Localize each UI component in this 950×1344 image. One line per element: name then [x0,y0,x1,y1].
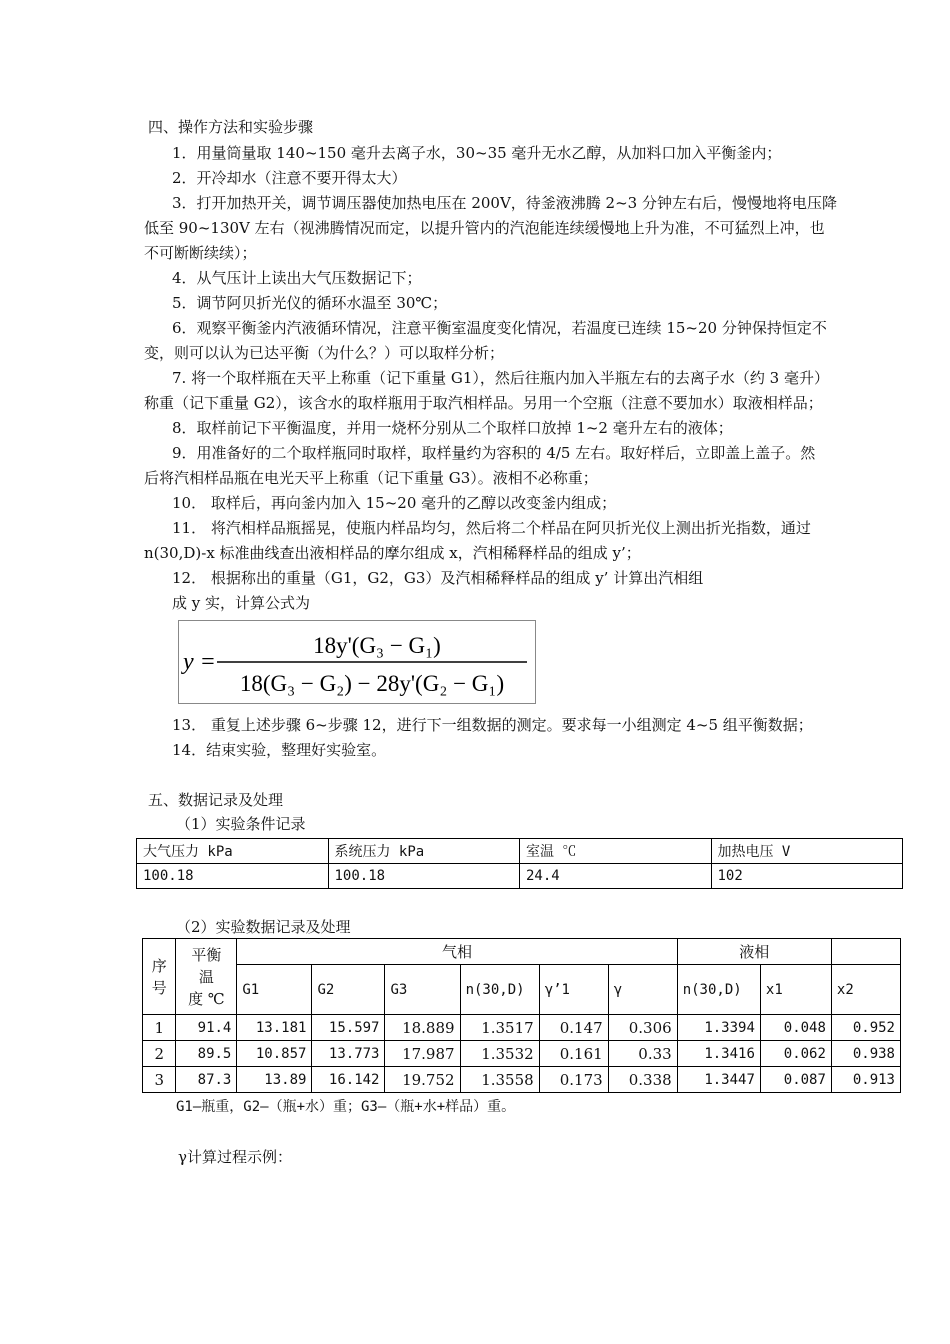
cell-x2: 0.913 [831,1067,900,1093]
cell-g2: 13.773 [312,1041,385,1067]
cond-header-cell: 大气压力 kPa [137,839,329,864]
cell-gamma: 0.33 [608,1041,677,1067]
step-11-cont: n(30,D)-x 标准曲线查出液相样品的摩尔组成 x，汽相稀释样品的组成 y’； [144,544,641,562]
step-9: 9．用准备好的二个取样瓶同时取样，取样量约为容积的 4/5 左右。取好样后，立即盖上盖子。然 [172,444,816,462]
header-empty [831,939,900,965]
step-7-cont: 称重（记下重量 G2），该含水的取样瓶用于取汽相样品。另用一个空瓶（注意不要加水）取液相样品； [144,394,823,412]
col-header: x2 [831,965,900,1015]
col-header: n(30,D) [460,965,539,1015]
step-9-cont: 后将汽相样品瓶在电光天平上称重（记下重量 G3）。液相不必称重； [144,469,598,487]
table-note: G1—瓶重，G2—（瓶+水）重；G3—（瓶+水+样品）重。 [176,1099,516,1115]
cond-value-cell: 100.18 [328,864,520,889]
cell-n-gas: 1.3517 [460,1015,539,1041]
header-seq [143,939,176,1015]
cell-seq: 2 [143,1041,176,1067]
col-header: G2 [312,965,385,1015]
header-liquid: 液相 [677,939,831,965]
formula-lhs: y = [183,649,216,675]
col-header: γ [608,965,677,1015]
cell-n-liquid: 1.3416 [677,1041,760,1067]
table-row [143,1067,901,1093]
formula-denominator: 18(G₃ − G₂) − 28y'(G₂ − G₁) [239,671,505,696]
cell-g1: 13.89 [237,1067,312,1093]
cell-g3: 19.752 [385,1067,460,1093]
col-header: G3 [385,965,460,1015]
cell-g2: 16.142 [312,1067,385,1093]
header-temp-line: 温 [198,967,214,986]
cond-header-cell: 室温 ℃ [520,839,712,864]
cell-x1: 0.048 [760,1015,831,1041]
col-header: G1 [237,965,312,1015]
col-header: γ’1 [539,965,608,1015]
step-4: 4．从气压计上读出大气压数据记下； [172,269,422,287]
cond-value-cell: 24.4 [520,864,712,889]
step-13: 13． 重复上述步骤 6~步骤 12，进行下一组数据的测定。要求每一小组测定 4~5 组平衡数据； [172,716,813,734]
cell-gamma: 0.306 [608,1015,677,1041]
gamma-example-label: γ计算过程示例： [178,1148,292,1166]
header-seq-line: 序 [151,956,167,975]
step-6-cont: 变，则可以认为已达平衡（为什么？）可以取样分析； [144,344,505,362]
cell-g2: 15.597 [312,1015,385,1041]
header-temp [176,939,237,1015]
cell-temp: 91.4 [176,1015,237,1041]
step-14: 14．结束实验，整理好实验室。 [172,741,387,759]
step-11: 11． 将汽相样品瓶摇晃，使瓶内样品均匀，然后将二个样品在阿贝折光仪上测出折光指数，通过 [172,519,811,537]
cond-header-cell: 加热电压 V [711,839,903,864]
cell-gamma: 0.338 [608,1067,677,1093]
header-temp-line: 平衡 [191,945,222,964]
cell-gamma1: 0.161 [539,1041,608,1067]
step-10: 10． 取样后，再向釜内加入 15~20 毫升的乙醇以改变釜内组成； [172,494,617,512]
step-1: 1．用量筒量取 140~150 毫升去离子水，30~35 毫升无水乙醇，从加料口加入平衡釜内； [172,144,782,162]
cell-x1: 0.087 [760,1067,831,1093]
cond-value-cell: 100.18 [137,864,329,889]
section4-title: 四、操作方法和实验步骤 [148,118,314,136]
step-3-cont-2: 不可断断续续）； [144,244,257,262]
cell-seq: 3 [143,1067,176,1093]
header-gas: 气相 [237,939,677,965]
cell-gamma1: 0.173 [539,1067,608,1093]
cell-g3: 17.987 [385,1041,460,1067]
step-5: 5．调节阿贝折光仪的循环水温至 30℃； [172,294,448,312]
table-header-row [143,965,901,1015]
table-row [137,839,903,864]
cell-x2: 0.938 [831,1041,900,1067]
cell-g1: 13.181 [237,1015,312,1041]
section5-title: 五、数据记录及处理 [148,791,284,809]
cell-g3: 18.889 [385,1015,460,1041]
formula-svg [179,621,535,703]
conditions-subtitle: （1）实验条件记录 [176,815,306,833]
step-6: 6．观察平衡釜内汽液循环情况，注意平衡室温度变化情况，若温度已连续 15~20 分钟保持恒定不 [172,319,827,337]
data-table [142,938,901,1093]
cell-x2: 0.952 [831,1015,900,1041]
table-row [137,864,903,889]
step-12-cont: 成 y 实，计算公式为 [172,594,311,612]
cell-seq: 1 [143,1015,176,1041]
step-3: 3．打开加热开关，调节调压器使加热电压在 200V，待釜液沸腾 2~3 分钟左右后，慢慢地将电压降 [172,194,837,212]
table-header-row [143,939,901,965]
table-row [143,1015,901,1041]
step-3-cont-1: 低至 90~130V 左右（视沸腾情况而定，以提升管内的汽泡能连续缓慢地上升为准，不可猛烈上冲，也 [144,219,825,237]
cell-n-gas: 1.3532 [460,1041,539,1067]
cond-header-cell: 系统压力 kPa [328,839,520,864]
conditions-table [136,838,903,889]
col-header: x1 [760,965,831,1015]
cell-temp: 89.5 [176,1041,237,1067]
header-seq-line: 号 [151,978,167,997]
cell-gamma1: 0.147 [539,1015,608,1041]
cell-x1: 0.062 [760,1041,831,1067]
cell-n-gas: 1.3558 [460,1067,539,1093]
step-8: 8．取样前记下平衡温度，并用一烧杯分别从二个取样口放掉 1~2 毫升左右的液体； [172,419,733,437]
formula-numerator: 18y'(G₃ − G₁) [313,633,441,658]
step-12: 12． 根据称出的重量（G1，G2，G3）及汽相稀释样品的组成 y’ 计算出汽相组 [172,569,704,587]
cell-n-liquid: 1.3447 [677,1067,760,1093]
step-7: 7. 将一个取样瓶在天平上称重（记下重量 G1），然后往瓶内加入半瓶左右的去离子水（约 3 毫升） [172,369,829,387]
header-temp-line: 度 ℃ [188,989,225,1008]
cell-n-liquid: 1.3394 [677,1015,760,1041]
cond-value-cell: 102 [711,864,903,889]
step-2: 2．开冷却水（注意不要开得太大） [172,169,407,187]
col-header: n(30,D) [677,965,760,1015]
formula-image [178,620,536,704]
table-row [143,1041,901,1067]
data-subtitle: （2）实验数据记录及处理 [176,918,351,936]
cell-temp: 87.3 [176,1067,237,1093]
cell-g1: 10.857 [237,1041,312,1067]
